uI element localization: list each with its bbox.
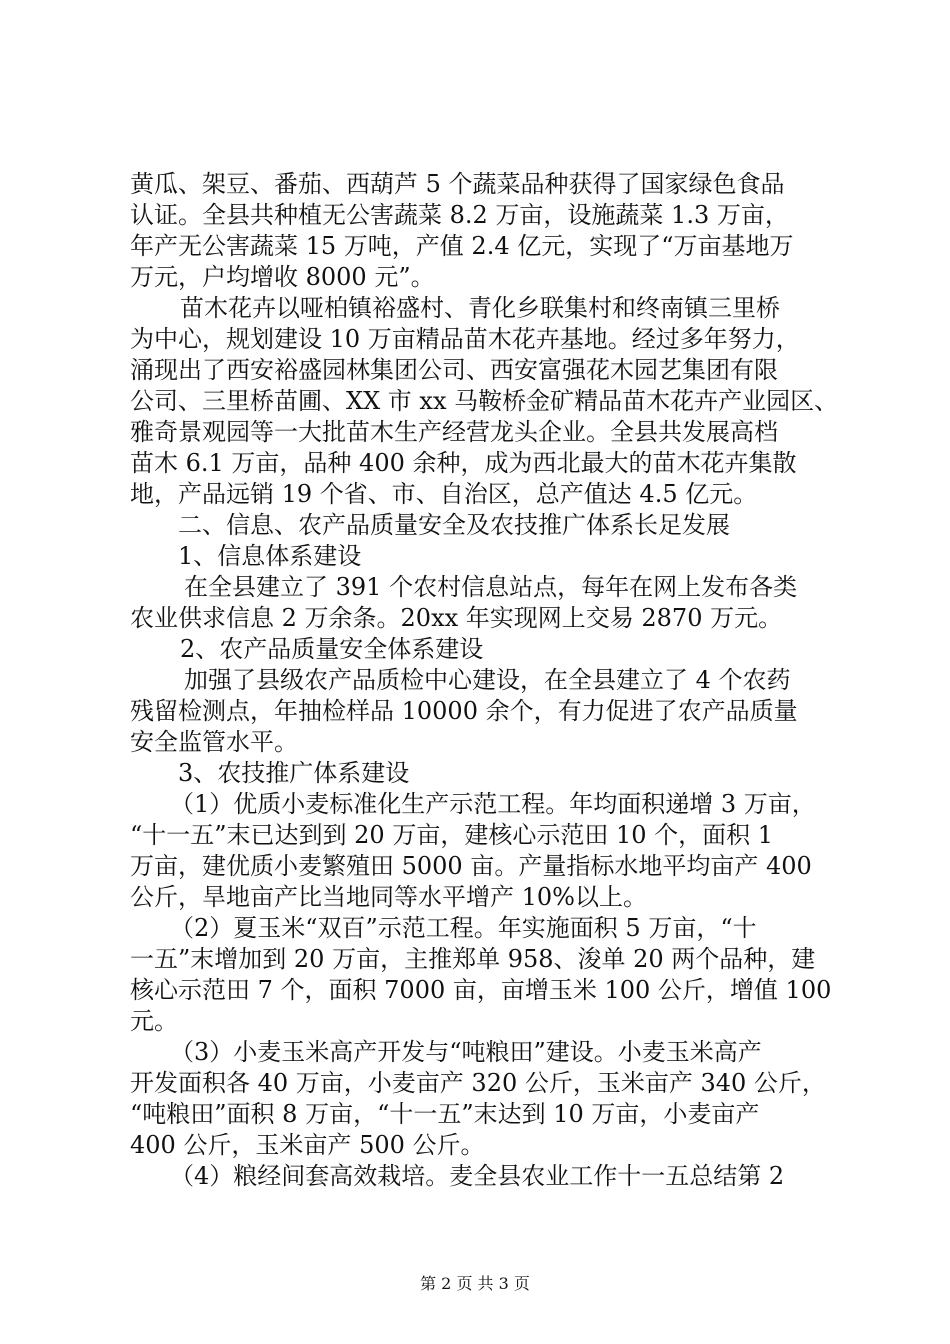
text-line: 农业供求信息 2 万余条。20xx 年实现网上交易 2870 万元。	[130, 604, 783, 632]
text-line: 400 公斤，玉米亩产 500 公斤。	[130, 1131, 485, 1159]
text-line: 安全监管水平。	[130, 728, 298, 756]
text-line: 万元，户均增收 8000 元”。	[130, 263, 435, 291]
text-line: 残留检测点，年抽检样品 10000 余个，有力促进了农产品质量	[130, 697, 798, 725]
paragraph-first-line: （3）小麦玉米高产开发与“吨粮田”建设。小麦玉米高产	[170, 1038, 762, 1066]
text-line: 为中心，规划建设 10 万亩精品苗木花卉基地。经过多年努力，	[130, 325, 800, 353]
text-line: 公斤，旱地亩产比当地同等水平增产 10%以上。	[130, 883, 647, 911]
text-line: “十一五”末已达到到 20 万亩，建核心示范田 10 个，面积 1	[130, 821, 774, 849]
text-line: 公司、三里桥苗圃、XX 市 xx 马鞍桥金矿精品苗木花卉产业园区、	[130, 387, 839, 415]
text-line: 元。	[130, 1007, 178, 1035]
text-line: 涌现出了西安裕盛园林集团公司、西安富强花木园艺集团有限	[130, 356, 778, 384]
text-line: 年产无公害蔬菜 15 万吨，产值 2.4 亿元，实现了“万亩基地万	[130, 232, 794, 260]
paragraph-first-line: 苗木花卉以哑柏镇裕盛村、青化乡联集村和终南镇三里桥	[180, 294, 780, 322]
subsection-heading: 2、农产品质量安全体系建设	[180, 635, 484, 663]
paragraph-first-line: （1）优质小麦标准化生产示范工程。年均面积递增 3 万亩，	[170, 790, 816, 818]
page-footer: 第 2 页 共 3 页	[420, 1274, 530, 1293]
text-line: “吨粮田”面积 8 万亩，“十一五”末达到 10 万亩，小麦亩产	[130, 1100, 760, 1128]
section-heading: 二、信息、农产品质量安全及农技推广体系长足发展	[178, 511, 730, 539]
text-line: 一五”末增加到 20 万亩，主推郑单 958、浚单 20 两个品种，建	[130, 945, 816, 973]
subsection-heading: 3、农技推广体系建设	[178, 759, 410, 787]
paragraph-first-line: （4）粮经间套高效栽培。麦全县农业工作十一五总结第 2	[170, 1162, 785, 1190]
text-line: 苗木 6.1 万亩，品种 400 余种，成为西北最大的苗木花卉集散	[130, 449, 797, 477]
text-line: 万亩，建优质小麦繁殖田 5000 亩。产量指标水地平均亩产 400	[130, 852, 812, 880]
paragraph-first-line: 加强了县级农产品质检中心建设，在全县建立了 4 个农药	[184, 666, 791, 694]
paragraph-first-line: （2）夏玉米“双百”示范工程。年实施面积 5 万亩，“十	[170, 914, 757, 942]
subsection-heading: 1、信息体系建设	[178, 542, 362, 570]
text-line: 地，产品远销 19 个省、市、自治区，总产值达 4.5 亿元。	[130, 480, 758, 508]
text-line: 开发面积各 40 万亩，小麦亩产 320 公斤，玉米亩产 340 公斤，	[130, 1069, 826, 1097]
text-line: 雅奇景观园等一大批苗木生产经营龙头企业。全县共发展高档	[130, 418, 778, 446]
paragraph-first-line: 在全县建立了 391 个农村信息站点，每年在网上发布各类	[184, 573, 798, 601]
text-line: 核心示范田 7 个，面积 7000 亩，亩增玉米 100 公斤，增值 100	[130, 976, 832, 1004]
text-line: 黄瓜、架豆、番茄、西葫芦 5 个蔬菜品种获得了国家绿色食品	[130, 170, 785, 198]
text-line: 认证。全县共种植无公害蔬菜 8.2 万亩，设施蔬菜 1.3 万亩，	[130, 201, 789, 229]
